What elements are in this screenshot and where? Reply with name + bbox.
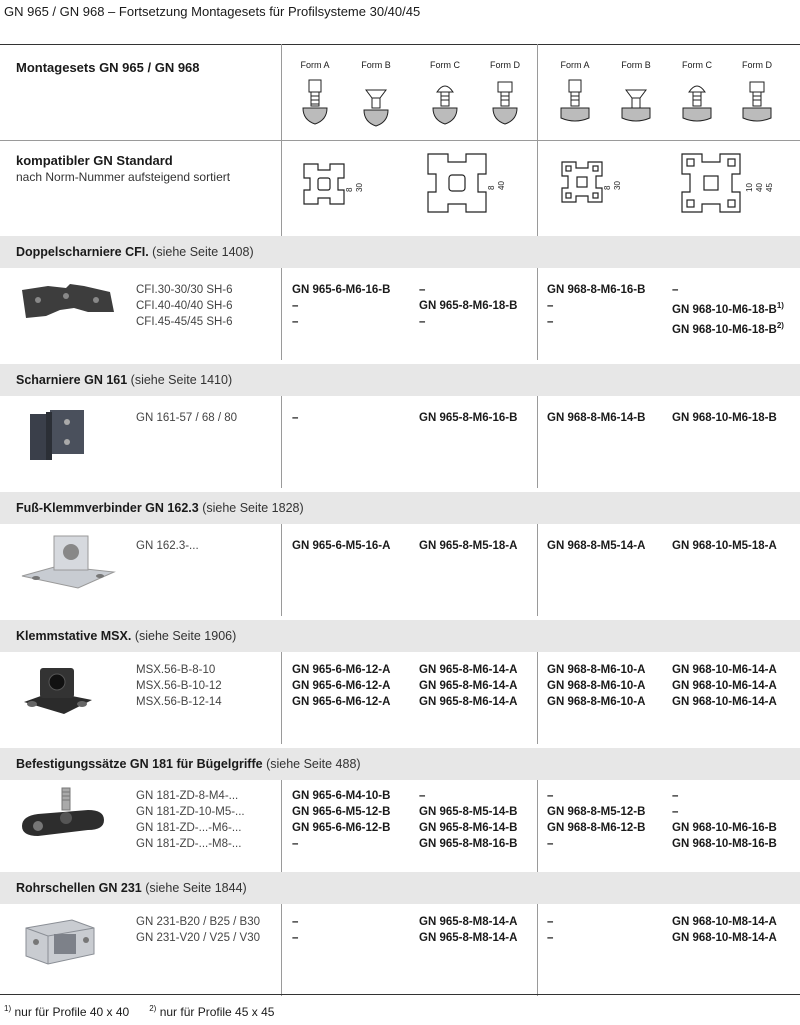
part-number-col: GN 965-8-M6-14-A GN 965-8-M6-14-A GN 965-8-M6-14-A bbox=[419, 664, 518, 708]
part-number-col: – GN 968-8-M5-12-B GN 968-8-M6-12-B – bbox=[547, 790, 646, 850]
section-header: Klemmstative MSX. (siehe Seite 1906) bbox=[0, 620, 800, 652]
product-list: GN 181-ZD-8-M4-... GN 181-ZD-10-M5-... GN 181-ZD-...-M6-... GN 181-ZD-...-M8-... bbox=[136, 790, 245, 850]
dim-outer-2: 40 bbox=[497, 181, 506, 190]
clamp-stand-image bbox=[18, 660, 98, 720]
part-number-col: GN 968-10-M6-18-B bbox=[672, 412, 777, 424]
form-label: Form A bbox=[560, 60, 590, 70]
dim-inner-1: 8 bbox=[345, 187, 354, 192]
product-list: GN 161-57 / 68 / 80 bbox=[136, 412, 238, 424]
section-header: Doppelscharniere CFI. (siehe Seite 1408) bbox=[0, 236, 800, 268]
part-number-col: GN 968-8-M6-10-A GN 968-8-M6-10-A GN 968-8-M6-10-A bbox=[547, 664, 646, 708]
section-header: Rohrschellen GN 231 (siehe Seite 1844) bbox=[0, 872, 800, 904]
part-number-col: – GN 965-8-M5-14-B GN 965-8-M6-14-B GN 965-8-M8-16-B bbox=[419, 790, 518, 850]
part-number-col: GN 965-6-M4-10-B GN 965-6-M5-12-B GN 965-6-M6-12-B – bbox=[292, 790, 391, 850]
dim-outer2-4: 45 bbox=[765, 183, 774, 192]
compat-subtitle: nach Norm-Nummer aufsteigend sortiert bbox=[16, 170, 231, 184]
part-number-col: – GN $968-10-M6-18-B^{1)}$ GN $968-10-M6-18-B^{2)}$ bbox=[672, 284, 784, 336]
form-label: Form D bbox=[742, 60, 772, 70]
part-number-col: GN 968-8-M6-16-B – – bbox=[547, 284, 646, 328]
part-number-col: GN 965-8-M8-14-A GN 965-8-M8-14-A bbox=[419, 916, 518, 944]
product-list: CFI.30-30/30 SH-6 CFI.40-40/40 SH-6 CFI.45-45/45 SH-6 bbox=[136, 284, 233, 328]
page-title: GN 965 / GN 968 – Fortsetzung Montagesets für Profilsysteme 30/40/45 bbox=[4, 4, 421, 19]
section-header: Befestigungssätze GN 181 für Bügelgriffe (siehe Seite 488) bbox=[0, 748, 800, 780]
part-number-col: GN 968-8-M5-14-A bbox=[547, 540, 646, 552]
form-label: Form C bbox=[430, 60, 460, 70]
tube-clamp-image bbox=[20, 912, 100, 972]
dim-outer-1: 30 bbox=[355, 183, 364, 192]
form-label: Form D bbox=[490, 60, 520, 70]
form-label: Form B bbox=[621, 60, 651, 70]
part-number-col: GN 968-10-M8-14-A GN 968-10-M8-14-A bbox=[672, 916, 777, 944]
fastener-drawings bbox=[282, 76, 800, 136]
hinge-image bbox=[22, 408, 92, 464]
part-number-col: GN 968-10-M5-18-A bbox=[672, 540, 777, 552]
part-number-col: GN 965-6-M6-16-B – – bbox=[292, 284, 391, 328]
part-number-col: GN 968-8-M6-14-B bbox=[547, 412, 646, 424]
part-number-col: – – bbox=[547, 916, 554, 944]
part-number-col: GN 965-6-M6-12-A GN 965-6-M6-12-A GN 965-6-M6-12-A bbox=[292, 664, 391, 708]
header-title: Montagesets GN 965 / GN 968 bbox=[16, 60, 200, 75]
dim-inner-3: 8 bbox=[603, 185, 612, 190]
foot-clamp-image bbox=[18, 530, 118, 594]
footnotes: $^{1)}$ nur für Profile 40 x 40 $^{2)}$ nur für Profile 45 x 45 bbox=[4, 1004, 275, 1019]
form-label: Form B bbox=[361, 60, 391, 70]
dim-inner-4: 10 bbox=[745, 183, 754, 192]
product-list: GN 162.3-... bbox=[136, 540, 199, 552]
fastening-set-image bbox=[18, 786, 118, 846]
section-header: Fuß-Klemmverbinder GN 162.3 (siehe Seite 1828) bbox=[0, 492, 800, 524]
section-header: Scharniere GN 161 (siehe Seite 1410) bbox=[0, 364, 800, 396]
dim-outer-4: 40 bbox=[755, 183, 764, 192]
product-list: MSX.56-B-8-10 MSX.56-B-10-12 MSX.56-B-12-14 bbox=[136, 664, 222, 708]
double-hinge-image bbox=[18, 282, 118, 328]
part-number-col: – bbox=[292, 412, 299, 424]
form-label: Form C bbox=[682, 60, 712, 70]
compat-title: kompatibler GN Standard bbox=[16, 153, 173, 168]
profile-drawings bbox=[282, 146, 800, 232]
product-list: GN 231-B20 / B25 / B30 GN 231-V20 / V25 / V30 bbox=[136, 916, 261, 944]
part-number-col: GN 968-10-M6-14-A GN 968-10-M6-14-A GN 968-10-M6-14-A bbox=[672, 664, 777, 708]
part-number-col: GN 965-8-M6-16-B bbox=[419, 412, 518, 424]
part-number-col: – – bbox=[292, 916, 299, 944]
form-label: Form A bbox=[300, 60, 330, 70]
part-number-col: GN 965-8-M5-18-A bbox=[419, 540, 518, 552]
part-number-col: – GN 965-8-M6-18-B – bbox=[419, 284, 518, 328]
part-number-col: – – GN 968-10-M6-16-B GN 968-10-M8-16-B bbox=[672, 790, 777, 850]
dim-inner-2: 8 bbox=[487, 185, 496, 190]
dim-outer-3: 30 bbox=[613, 181, 622, 190]
part-number-col: GN 965-6-M5-16-A bbox=[292, 540, 391, 552]
